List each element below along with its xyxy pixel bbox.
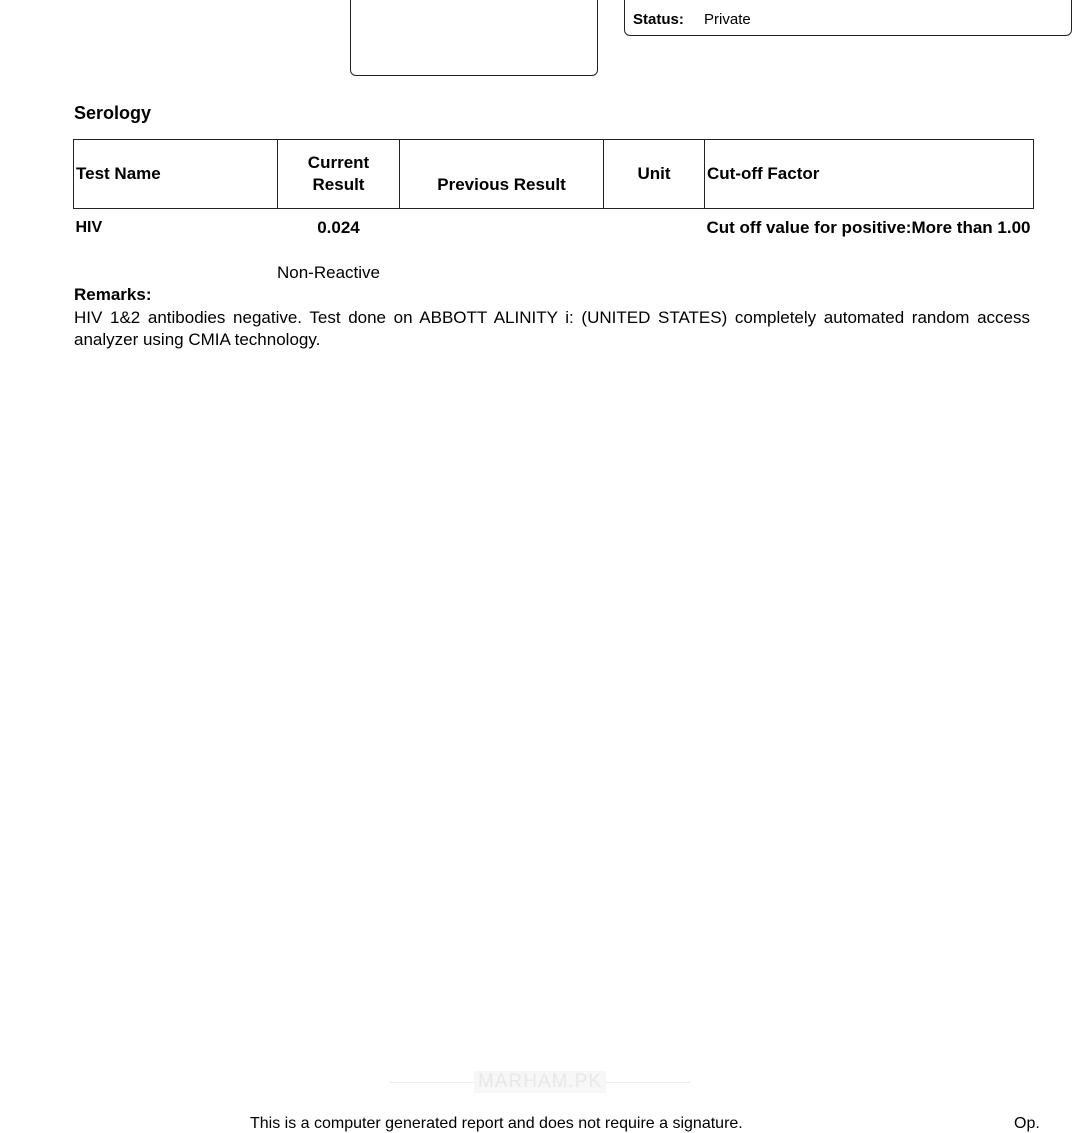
header-cutoff-factor: Cut-off Factor (705, 140, 1034, 209)
watermark-line-right (606, 1082, 690, 1083)
watermark-line-left (390, 1082, 474, 1083)
section-title: Serology (74, 103, 152, 123)
status-value: Private (704, 11, 751, 28)
watermark (390, 1070, 690, 1094)
cell-unit (604, 209, 705, 240)
cell-cutoff-factor: Cut off value for positive:More than 1.00 (706, 218, 1031, 237)
header-unit: Unit (604, 140, 705, 209)
status-row (633, 11, 751, 28)
status-label: Status: (633, 11, 684, 28)
info-box-left (350, 0, 598, 76)
header-test-name: Test Name (74, 140, 278, 209)
table-header-row (74, 140, 1034, 209)
header-previous-result (400, 140, 604, 209)
header-current-result: Current Result (278, 140, 400, 209)
remarks-label: Remarks: (74, 285, 152, 304)
patient-info-box (624, 0, 1072, 36)
table-row (74, 209, 1034, 240)
cell-test-name: HIV (75, 219, 103, 236)
watermark-text: MARHAM.PK (474, 1071, 606, 1093)
footer-note: This is a computer generated report and does not require a signature. (250, 1115, 743, 1132)
header-previous-result-text: Previous Result (437, 175, 566, 194)
cell-previous-result (400, 209, 604, 240)
results-table (73, 139, 1034, 239)
result-interpretation: Non-Reactive (277, 263, 380, 282)
footer-op: Op. (1014, 1115, 1040, 1132)
cell-current-result: 0.024 (317, 218, 360, 237)
remarks-text: HIV 1&2 antibodies negative. Test done on ABBOTT ALINITY i: (UNITED STATES) completely automated random access analyzer using CMIA technology. (74, 308, 1030, 349)
